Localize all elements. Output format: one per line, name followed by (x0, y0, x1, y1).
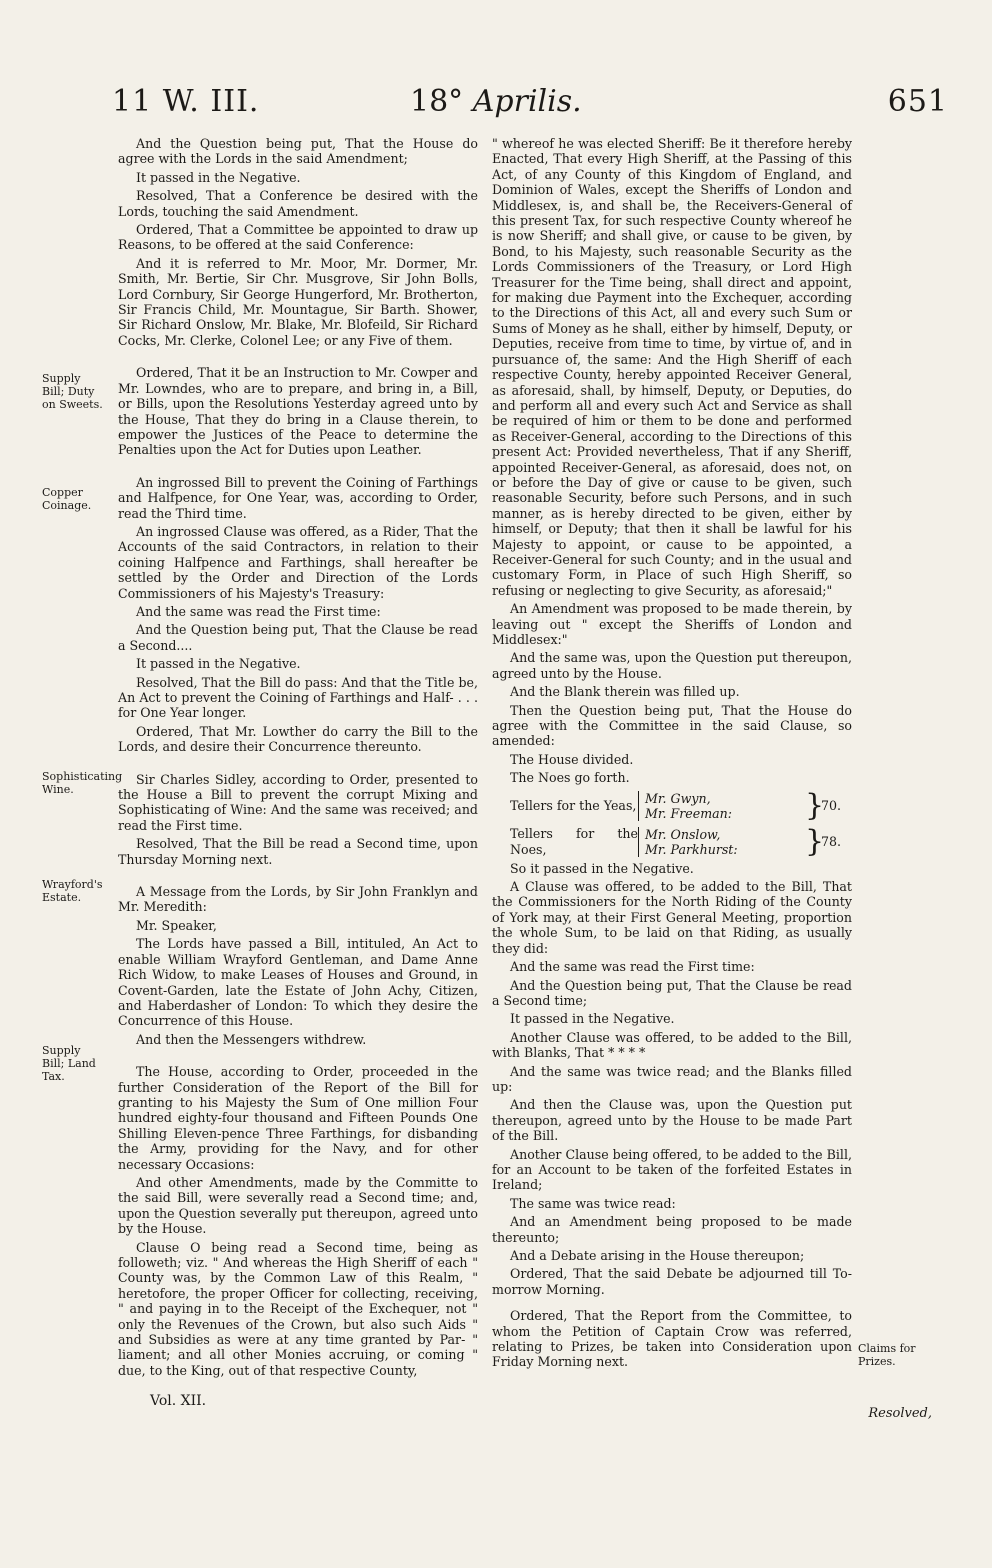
paragraph: The House divided. (510, 751, 634, 767)
brace-icon: } (805, 787, 825, 823)
paragraph: So it passed in the Negative. (510, 860, 694, 876)
paragraph: Mr. Speaker, (136, 917, 217, 933)
paragraph: Ordered, That the said Debate be adjourned till To-morrow Morning. (492, 1266, 852, 1297)
tellers-names (638, 827, 805, 857)
paragraph: And then the Messengers withdrew. (136, 1031, 367, 1047)
tellers-noes (510, 825, 852, 859)
right-column (492, 136, 852, 1373)
paragraph: Resolved, That the Bill do pass: And that the Title be, An Act to prevent the Coining of Farthings and Half- . . . for One Year longer. (118, 674, 478, 721)
brace-icon: } (805, 823, 825, 859)
catchword: Resolved, (868, 1406, 932, 1421)
regnal-year: 11 W. III. (112, 84, 260, 119)
tellers-names (638, 791, 805, 821)
vote-count: 78. (821, 833, 842, 849)
teller-name: Mr. Onslow, (645, 826, 721, 842)
paragraph: And the same was, upon the Question put thereupon, agreed unto by the House. (492, 650, 852, 681)
paragraph: And a Debate arising in the House thereupon; (510, 1248, 805, 1263)
sidenote-claims-for-prizes: Claims for Prizes. (858, 1342, 916, 1368)
paragraph: And it is referred to Mr. Moor, Mr. Dormer, Mr. Smith, Mr. Bertie, Sir Chr. Musgrove, Sir John Bolls, Lord Cornbury, Sir George Hungerford, Mr. Brotherton, Sir Francis Child, Mr. Mountague, Sir Barth. Shower, Sir Richard Onslow, Mr. Blake, Mr. Blofeild, Sir Richard Cocks, Mr. Clerke, Colonel Lee; or any Five of them. (118, 255, 478, 348)
paragraph: Another Clause being offered, to be added to the Bill, for an Account to be taken of the forfeited Estates in Ireland; (492, 1146, 852, 1193)
sidenote-supply-duty: Supply Bill; Duty on Sweets. (42, 372, 103, 411)
paragraph: Sir Charles Sidley, according to Order, presented to the House a Bill to prevent the corrupt Mixing and Sophisticating of Wine: And the same was received; and read the First time. (118, 771, 478, 833)
sidenote-sophisticating-wine: Sophisticating Wine. (42, 770, 123, 796)
paragraph: And other Amendments, made by the Committe to the said Bill, were severally read a Second time; and, upon the Question severally put thereupon, agreed unto by the House. (118, 1174, 478, 1237)
paragraph: An Amendment was proposed to be made therein, by leaving out " except the Sheriffs of London and Middlesex:" (492, 601, 852, 647)
paragraph: And the same was twice read; and the Blanks filled up: (492, 1063, 852, 1094)
paragraph: " whereof he was elected Sheriff: Be it therefore hereby Enacted, That every High Sheriff, at the Passing of this Act, of any County of this Kingdom of England, and Dominion of Wales, except the Sheriffs of London and Middlesex, is, and shall be, the Receivers-General of this present Tax, for such respective County whereof he is now Sheriff; and shall give, or cause to be given, by Bond, to his Majesty, such reasonable Security as the Lords Commissioners of the Treasury, or Lord High Treasurer for the Time being, shall direct and appoint, for making due Payment into the Exchequer, according to the Directions of this Act, all and every such Sum or Sums of Money as he shall, either by himself, Deputy, or Deputies, receive from time to time, by virtue of, and in pursuance of, the same: And the High Sheriff of each respective County, hereby appointed Receiver General, as aforesaid, shall, by himself, Deputy, or Deputies, do and perform all and every such Act and Service as shall be required of him or them to be done and performed as Receiver-General, according to the Directions of this present Act: Provided nevertheless, That if any Sheriff, appointed Receiver-General, as aforesaid, does not, on or before the Day of give or cause to be given, such reasonable Security, before such Persons, and in such manner, as is hereby directed to be given, either by himself, or Deputy; that then it shall be lawful for his Majesty to appoint, or cause to be appointed, a Receiver-General for such County; and in the usual and customary Form, in Place of such High Sheriff, so refusing or neglecting to give Security, as aforesaid;" (492, 136, 852, 598)
paragraph: The House, according to Order, proceeded in the further Consideration of the Report of the Bill for granting to his Majesty the Sum of One million Four hundred eighty-four thousand and Fifteen Pounds One Shilling Eleven-pence Three Farthings, for disbanding the Army, providing for the Navy, and for other necessary Occasions: (118, 1064, 478, 1172)
paragraph: Clause O being read a Second time, being as followeth; viz. " And whereas the High Sheriff of each " County was, by the Common Law of this Realm, " heretofore, the proper Officer for collecting, receiving, " and paying in to the Receipt of the Exchequer, not " only the Revenues of the Crown, but also such Aids " and Subsidies as were at any time granted by Par- " liament; and all other Monies accruing, or coming " due, to the King, out of that respective County, (118, 1239, 478, 1378)
paragraph: Resolved, That the Bill be read a Second time, upon Thursday Morning next. (118, 836, 478, 867)
paragraph: Then the Question being put, That the House do agree with the Committee in the said Clause, so amended: (492, 702, 852, 749)
paragraph: It passed in the Negative. (136, 169, 301, 185)
page-header (0, 84, 992, 134)
paragraph: The Lords have passed a Bill, intituled, An Act to enable William Wrayford Gentleman, and Dame Anne Rich Widow, to make Leases of Houses and Ground, in Covent-Garden, late the Estate of John Achy, Citizen, and Haberdasher of London: To which they desire the Concurrence of this House. (118, 936, 478, 1029)
sidenote-wrayford-estate: Wrayford's Estate. (42, 878, 103, 904)
paragraph: An ingrossed Clause was offered, as a Rider, That the Accounts of the said Contractors, in relation to their coining Halfpence and Farthings, shall hereafter be settled by the Order and Direction of the Lords Commissioners of his Majesty's Treasury: (118, 523, 478, 601)
paragraph: Ordered, That the Report from the Committee, to whom the Petition of Captain Crow was referred, relating to Prizes, be taken into Consideration upon Friday Morning next. (492, 1308, 852, 1370)
paragraph: And an Amendment being proposed to be made thereunto; (492, 1214, 852, 1245)
teller-name: Mr. Gwyn, (645, 790, 711, 806)
page-number: 651 (887, 84, 948, 119)
paragraph: And the Question being put, That the Clause be read a Second time; (492, 977, 852, 1008)
tellers-yeas (510, 789, 852, 823)
sidenote-copper-coinage: Copper Coinage. (42, 486, 92, 512)
paragraph: The same was twice read: (510, 1195, 676, 1211)
date-day: 18° (410, 84, 464, 119)
paragraph: It passed in the Negative. (510, 1011, 675, 1027)
paragraph: A Clause was offered, to be added to the Bill, That the Commissioners for the North Riding of the County of York may, at their First General Meeting, proportion the whole Sum, to be laid on that Riding, as usually they did: (492, 879, 852, 956)
sidenote-land-tax: Supply Bill; Land Tax. (42, 1044, 96, 1083)
paragraph: A Message from the Lords, by Sir John Franklyn and Mr. Meredith: (118, 884, 478, 915)
paragraph: And the Blank therein was filled up. (510, 684, 740, 700)
paragraph: Ordered, That it be an Instruction to Mr. Cowper and Mr. Lowndes, who are to prepare, and bring in, a Bill, or Bills, upon the Resolutions Yesterday agreed unto by the House, That they do bring in a Clause therein, to empower the Justices of the Peace to determine the Penalties upon the Act for Duties upon Leather. (118, 365, 478, 458)
teller-name: Mr. Freeman: (645, 805, 733, 821)
paragraph: And the same was read the First time: (136, 603, 381, 619)
paragraph: And the Question being put, That the House do agree with the Lords in the said Amendment; (118, 136, 478, 167)
tellers-label: Tellers for the Yeas, (510, 797, 637, 813)
paragraph: It passed in the Negative. (136, 656, 301, 672)
paragraph: The Noes go forth. (510, 770, 630, 786)
paragraph: An ingrossed Bill to prevent the Coining of Farthings and Halfpence, for One Year, was, according to Order, read the Third time. (118, 474, 478, 521)
paragraph: Resolved, That a Conference be desired with the Lords, touching the said Amendment. (118, 188, 478, 219)
page-date (410, 84, 582, 119)
paragraph: Ordered, That Mr. Lowther do carry the Bill to the Lords, and desire their Concurrence thereunto. (118, 723, 478, 755)
teller-name: Mr. Parkhurst: (645, 841, 738, 857)
paragraph: And the same was read the First time: (510, 959, 755, 975)
tellers-label: Tellers for the Noes, (510, 826, 638, 857)
vote-count: 70. (821, 797, 842, 813)
volume-footer: Vol. XII. (150, 1393, 207, 1409)
paragraph: And the Question being put, That the Clause be read a Second.... (118, 622, 478, 653)
paragraph: And then the Clause was, upon the Question put thereupon, agreed unto by the House to be made Part of the Bill. (492, 1097, 852, 1144)
paragraph: Ordered, That a Committee be appointed to draw up Reasons, to be offered at the said Conference: (118, 222, 478, 253)
left-column (118, 136, 478, 1381)
date-month: Aprilis. (472, 84, 582, 119)
paragraph: Another Clause was offered, to be added to the Bill, with Blanks, That * * * * (492, 1029, 852, 1061)
